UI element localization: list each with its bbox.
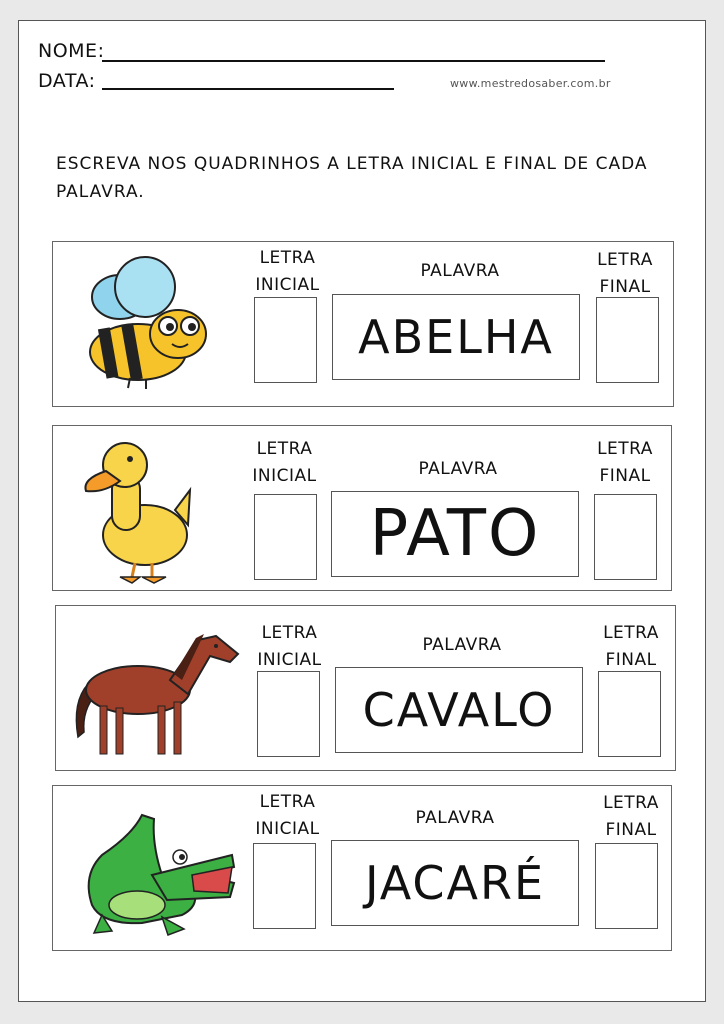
initial-letter-label: LETRA INICIAL [255, 248, 320, 295]
initial-letter-label: LETRA INICIAL [257, 623, 322, 670]
bee-icon [80, 252, 210, 392]
final-letter-label: LETRA FINAL [597, 250, 653, 297]
word-label: PALAVRA [422, 635, 502, 655]
initial-letter-box[interactable] [253, 843, 316, 929]
word-box: JACARÉ [331, 840, 579, 926]
initial-letter-box[interactable] [257, 671, 320, 757]
initial-letter-box[interactable] [254, 494, 317, 580]
word-label: PALAVRA [415, 808, 495, 828]
final-letter-box[interactable] [596, 297, 659, 383]
final-letter-label: LETRA FINAL [597, 439, 653, 486]
word-box: CAVALO [335, 667, 583, 753]
final-letter-label: LETRA FINAL [603, 623, 659, 670]
word-box: PATO [331, 491, 579, 577]
final-letter-box[interactable] [595, 843, 658, 929]
word-label: PALAVRA [420, 261, 500, 281]
word-box: ABELHA [332, 294, 580, 380]
initial-letter-box[interactable] [254, 297, 317, 383]
final-letter-box[interactable] [598, 671, 661, 757]
word-label: PALAVRA [418, 459, 498, 479]
instruction-text: ESCREVA NOS QUADRINHOS A LETRA INICIAL E FINAL DE CADA PALAVRA. [56, 154, 648, 202]
final-letter-label: LETRA FINAL [603, 793, 659, 840]
name-label: NOME: [38, 40, 105, 62]
alligator-icon [72, 805, 242, 940]
initial-letter-label: LETRA INICIAL [252, 439, 317, 486]
name-line[interactable] [102, 60, 605, 62]
duck-icon [80, 435, 195, 585]
final-letter-box[interactable] [594, 494, 657, 580]
initial-letter-label: LETRA INICIAL [255, 792, 320, 839]
horse-icon [70, 622, 240, 762]
date-line[interactable] [102, 88, 394, 90]
website-text: www.mestredosaber.com.br [450, 77, 611, 90]
date-label: DATA: [38, 70, 96, 92]
